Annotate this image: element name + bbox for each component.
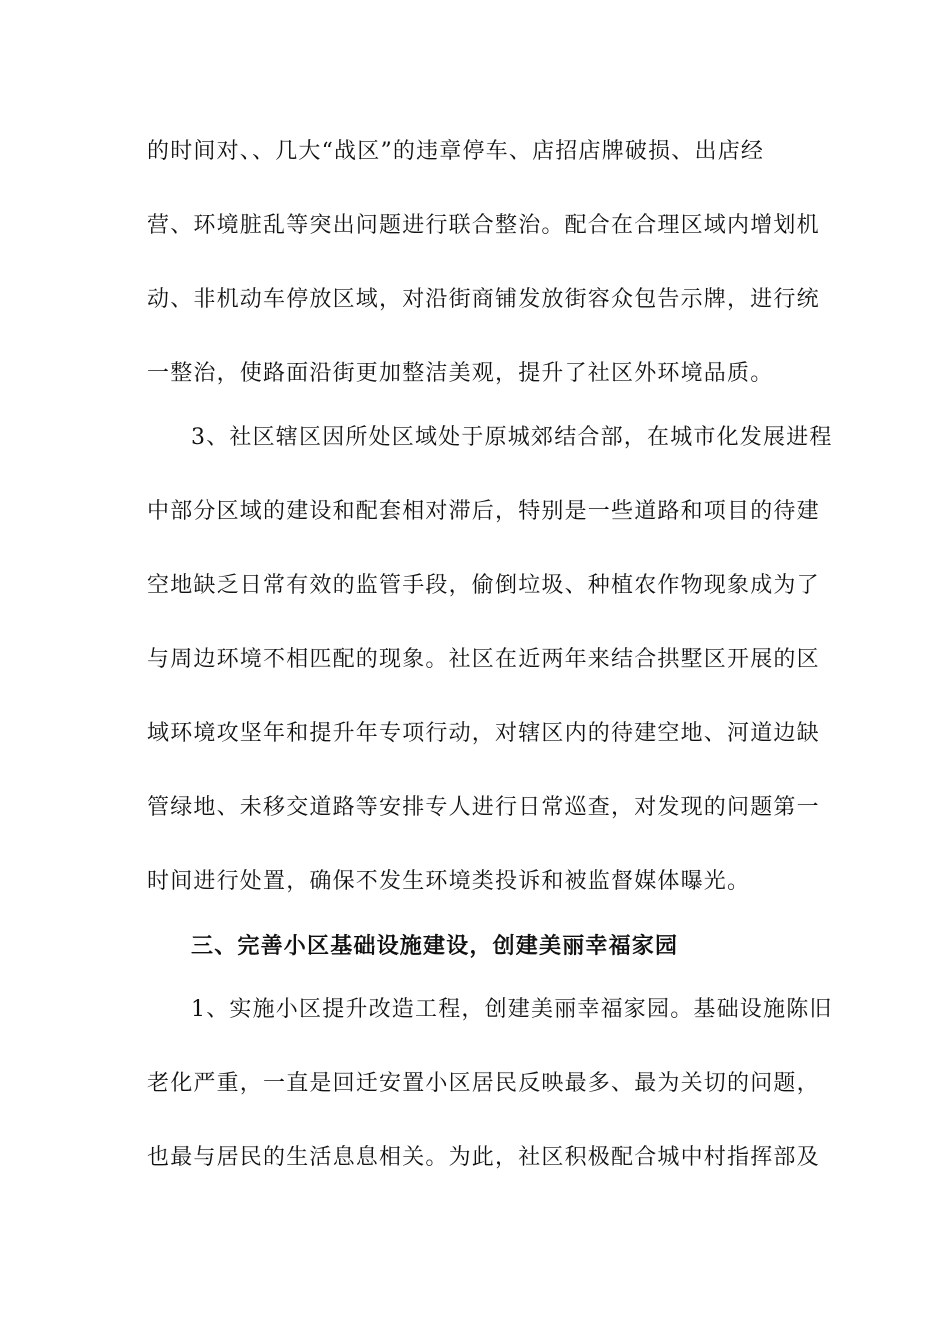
body-text-line: 老化严重，一直是回迁安置小区居民反映最多、最为关切的问题， [147,1071,820,1096]
body-text-line: 也最与居民的生活息息相关。为此，社区积极配合城中村指挥部及 [147,1145,820,1170]
body-text-line: 管绿地、未移交道路等安排专人进行日常巡查，对发现的问题第一 [147,795,820,820]
section-heading: 三、完善小区基础设施建设，创建美丽幸福家园 [191,933,679,959]
paragraph-start-line: 3、社区辖区因所处区域处于原城郊结合部，在城市化发展进程 [191,425,833,450]
body-text-line: 的时间对、、几大“战区”的违章停车、店招店牌破损、出店经 [147,139,765,164]
body-text-line: 与周边环境不相匹配的现象。社区在近两年来结合拱墅区开展的区 [147,647,820,672]
body-text-line: 营、环境脏乱等突出问题进行联合整治。配合在合理区域内增划机 [147,213,820,238]
paragraph-start-line: 1、实施小区提升改造工程，创建美丽幸福家园。基础设施陈旧 [191,997,833,1022]
body-text-line: 中部分区域的建设和配套相对滞后，特别是一些道路和项目的待建 [147,499,820,524]
body-text-line: 域环境攻坚年和提升年专项行动，对辖区内的待建空地、河道边缺 [147,721,820,746]
body-text-line: 空地缺乏日常有效的监管手段，偷倒垃圾、种植农作物现象成为了 [147,573,820,598]
body-text-line: 一整治，使路面沿街更加整洁美观，提升了社区外环境品质。 [147,361,774,386]
body-text-line: 动、非机动车停放区域，对沿街商铺发放街容众包告示牌，进行统 [147,287,820,312]
body-text-line: 时间进行处置，确保不发生环境类投诉和被监督媒体曝光。 [147,869,751,894]
